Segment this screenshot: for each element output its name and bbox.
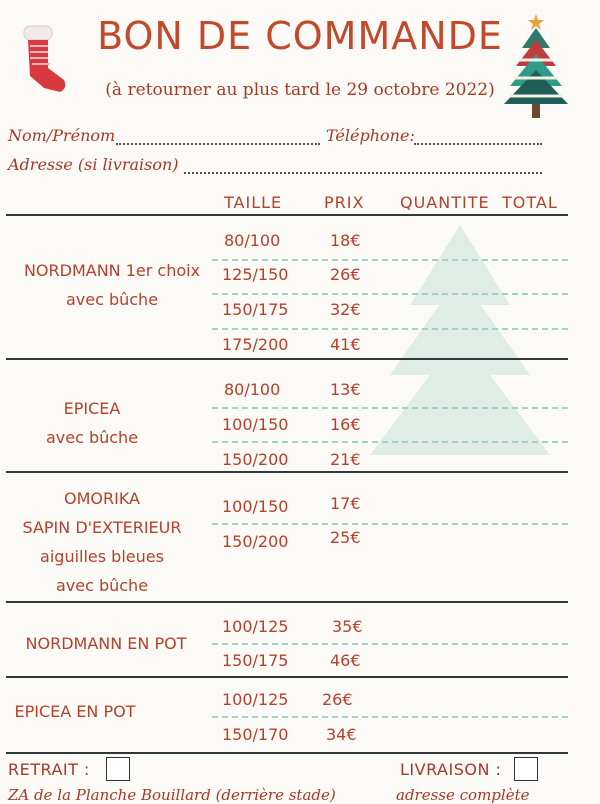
price-cell: 16€ <box>330 415 361 434</box>
row-separator <box>212 716 568 718</box>
product-line: NORDMANN EN POT <box>25 634 187 653</box>
page-title: BON DE COMMANDE <box>97 14 503 58</box>
size-cell: 125/150 <box>222 265 289 284</box>
price-cell: 46€ <box>330 651 361 670</box>
price-cell: 26€ <box>322 690 353 709</box>
product-line: avec bûche <box>55 576 149 595</box>
livraison-note: adresse complète <box>396 786 530 804</box>
address-label: Adresse (si livraison) <box>8 155 179 174</box>
address-field[interactable] <box>184 172 542 174</box>
product-name <box>4 697 146 726</box>
section-rule <box>6 358 568 360</box>
product-line: EPICEA EN POT <box>14 702 136 721</box>
row-separator <box>212 259 568 261</box>
price-cell: 26€ <box>330 265 361 284</box>
product-line: OMORIKA <box>64 489 140 508</box>
section-rule <box>6 471 568 473</box>
product-line: avec bûche <box>65 290 159 309</box>
row-separator <box>212 407 568 409</box>
row-separator <box>212 293 568 295</box>
size-cell: 175/200 <box>222 335 289 354</box>
product-line: aiguilles bleues <box>40 547 164 566</box>
price-cell: 34€ <box>326 725 357 744</box>
deadline-subtitle: (à retourner au plus tard le 29 octobre 2022) <box>105 80 495 100</box>
price-cell: 35€ <box>332 617 363 636</box>
product-name <box>12 256 212 314</box>
section-rule <box>6 752 568 754</box>
row-separator <box>212 643 568 645</box>
price-cell: 41€ <box>330 335 361 354</box>
tree-watermark <box>360 215 560 465</box>
product-name <box>8 629 204 658</box>
col-total: TOTAL <box>502 193 558 212</box>
livraison-label: LIVRAISON : <box>400 760 502 779</box>
col-quantite: QUANTITE <box>400 193 490 212</box>
size-cell: 100/125 <box>222 617 289 636</box>
name-field[interactable] <box>116 143 320 145</box>
price-cell: 21€ <box>330 450 361 469</box>
row-separator <box>212 441 568 443</box>
retrait-checkbox[interactable] <box>106 757 130 781</box>
product-line: SAPIN D'EXTERIEUR <box>22 518 182 537</box>
size-cell: 150/200 <box>222 532 289 551</box>
price-cell: 18€ <box>330 231 361 250</box>
col-taille: TAILLE <box>224 193 283 212</box>
price-cell: 25€ <box>330 528 361 547</box>
product-name <box>12 394 172 452</box>
retrait-label: RETRAIT : <box>8 760 90 779</box>
size-cell: 150/170 <box>222 725 289 744</box>
product-line: avec bûche <box>45 428 139 447</box>
size-cell: 80/100 <box>224 380 281 399</box>
retrait-address: ZA de la Planche Bouillard (derrière stade) <box>8 786 336 804</box>
name-label: Nom/Prénom <box>8 126 116 145</box>
price-cell: 13€ <box>330 380 361 399</box>
product-line: NORDMANN 1er choix <box>23 261 201 280</box>
row-separator <box>212 523 568 525</box>
product-line: EPICEA <box>63 399 121 418</box>
section-rule <box>6 601 568 603</box>
size-cell: 80/100 <box>224 231 281 250</box>
phone-field[interactable] <box>414 143 542 145</box>
size-cell: 150/175 <box>222 651 289 670</box>
size-cell: 100/150 <box>222 497 289 516</box>
size-cell: 150/175 <box>222 300 289 319</box>
price-cell: 17€ <box>330 494 361 513</box>
row-separator <box>212 328 568 330</box>
size-cell: 150/200 <box>222 450 289 469</box>
section-rule <box>6 214 568 216</box>
section-rule <box>6 676 568 678</box>
phone-label: Téléphone: <box>326 126 415 145</box>
size-cell: 100/150 <box>222 415 289 434</box>
product-name <box>8 484 196 600</box>
size-cell: 100/125 <box>222 690 289 709</box>
livraison-checkbox[interactable] <box>514 757 538 781</box>
col-prix: PRIX <box>324 193 365 212</box>
price-cell: 32€ <box>330 300 361 319</box>
